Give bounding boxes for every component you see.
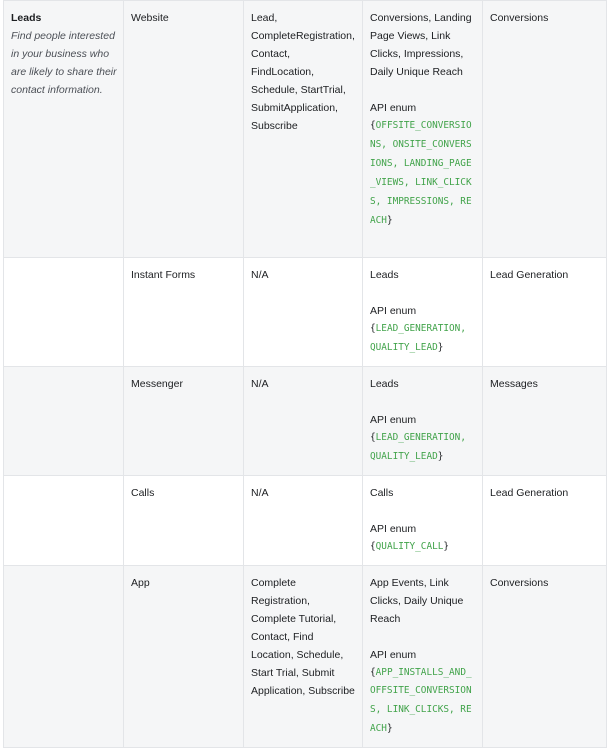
objective-cell-empty <box>4 565 124 748</box>
destination-text: App <box>131 576 150 589</box>
destination-cell <box>124 366 244 475</box>
events-text: N/A <box>251 486 269 499</box>
optimization-cell <box>363 475 483 565</box>
events-cell <box>244 475 363 565</box>
destination-text: Calls <box>131 486 155 499</box>
optimization-cell <box>363 565 483 748</box>
optimization-cell <box>363 1 483 258</box>
destination-text: Website <box>131 12 169 24</box>
optimization-text: Leads <box>370 377 399 390</box>
objective-cell <box>4 1 124 258</box>
buying-cell <box>483 258 607 367</box>
api-enum-label: API enum <box>370 413 417 426</box>
buying-cell <box>483 366 607 475</box>
events-text: N/A <box>251 377 269 390</box>
table-row <box>4 258 607 367</box>
events-cell <box>244 565 363 748</box>
table-row <box>4 565 607 748</box>
events-cell <box>244 366 363 475</box>
objective-cell-empty <box>4 475 124 565</box>
api-enum-label: API enum <box>370 102 417 114</box>
events-cell <box>244 1 363 258</box>
table-row <box>4 1 607 258</box>
optimization-cell <box>363 366 483 475</box>
objective-name: Leads <box>11 12 42 24</box>
objective-cell-empty <box>4 366 124 475</box>
optimization-text: Leads <box>370 269 399 281</box>
api-enum-code: {LEAD_GENERATION, QUALITY_LEAD} <box>370 323 466 353</box>
events-text: Lead, CompleteRegistration, Contact, FindLocation, Schedule, StartTrial, SubmitApplication, Subscribe <box>251 12 355 132</box>
buying-cell <box>483 565 607 748</box>
api-enum-label: API enum <box>370 305 417 317</box>
buying-cell <box>483 1 607 258</box>
buying-text: Conversions <box>490 12 549 24</box>
destination-cell <box>124 1 244 258</box>
destination-text: Instant Forms <box>131 269 196 281</box>
objective-description: Find people interested in your business who are likely to share their contact information. <box>11 30 117 96</box>
events-cell <box>244 258 363 367</box>
destination-cell <box>124 475 244 565</box>
events-text: Complete Registration, Complete Tutorial, Contact, Find Location, Schedule, Start Trial, Submit Application, Subscribe <box>251 576 355 697</box>
api-enum-code: {LEAD_GENERATION, QUALITY_LEAD} <box>370 431 466 462</box>
table-row <box>4 475 607 565</box>
objective-cell-empty <box>4 258 124 367</box>
optimization-text: App Events, Link Clicks, Daily Unique Reach <box>370 576 464 625</box>
api-enum-label: API enum <box>370 522 417 535</box>
destination-text: Messenger <box>131 377 183 390</box>
buying-text: Messages <box>490 377 538 390</box>
buying-cell <box>483 475 607 565</box>
buying-text: Conversions <box>490 576 549 589</box>
optimization-text: Calls <box>370 486 394 499</box>
buying-text: Lead Generation <box>490 486 569 499</box>
buying-text: Lead Generation <box>490 269 569 281</box>
destination-cell <box>124 565 244 748</box>
table-row <box>4 366 607 475</box>
api-enum-code: {QUALITY_CALL} <box>370 540 450 552</box>
events-text: N/A <box>251 269 269 281</box>
optimization-text: Conversions, Landing Page Views, Link Clicks, Impressions, Daily Unique Reach <box>370 12 472 78</box>
api-enum-label: API enum <box>370 648 417 661</box>
destination-cell <box>124 258 244 367</box>
api-enum-code: {APP_INSTALLS_AND_OFFSITE_CONVERSIONS, LINK_CLICKS, REACH} <box>370 666 472 735</box>
api-enum-code: {OFFSITE_CONVERSIONS, ONSITE_CONVERSIONS, LANDING_PAGE_VIEWS, LINK_CLICKS, IMPRESSIONS, REACH} <box>370 120 472 226</box>
optimization-cell <box>363 258 483 367</box>
objectives-table <box>3 0 607 748</box>
